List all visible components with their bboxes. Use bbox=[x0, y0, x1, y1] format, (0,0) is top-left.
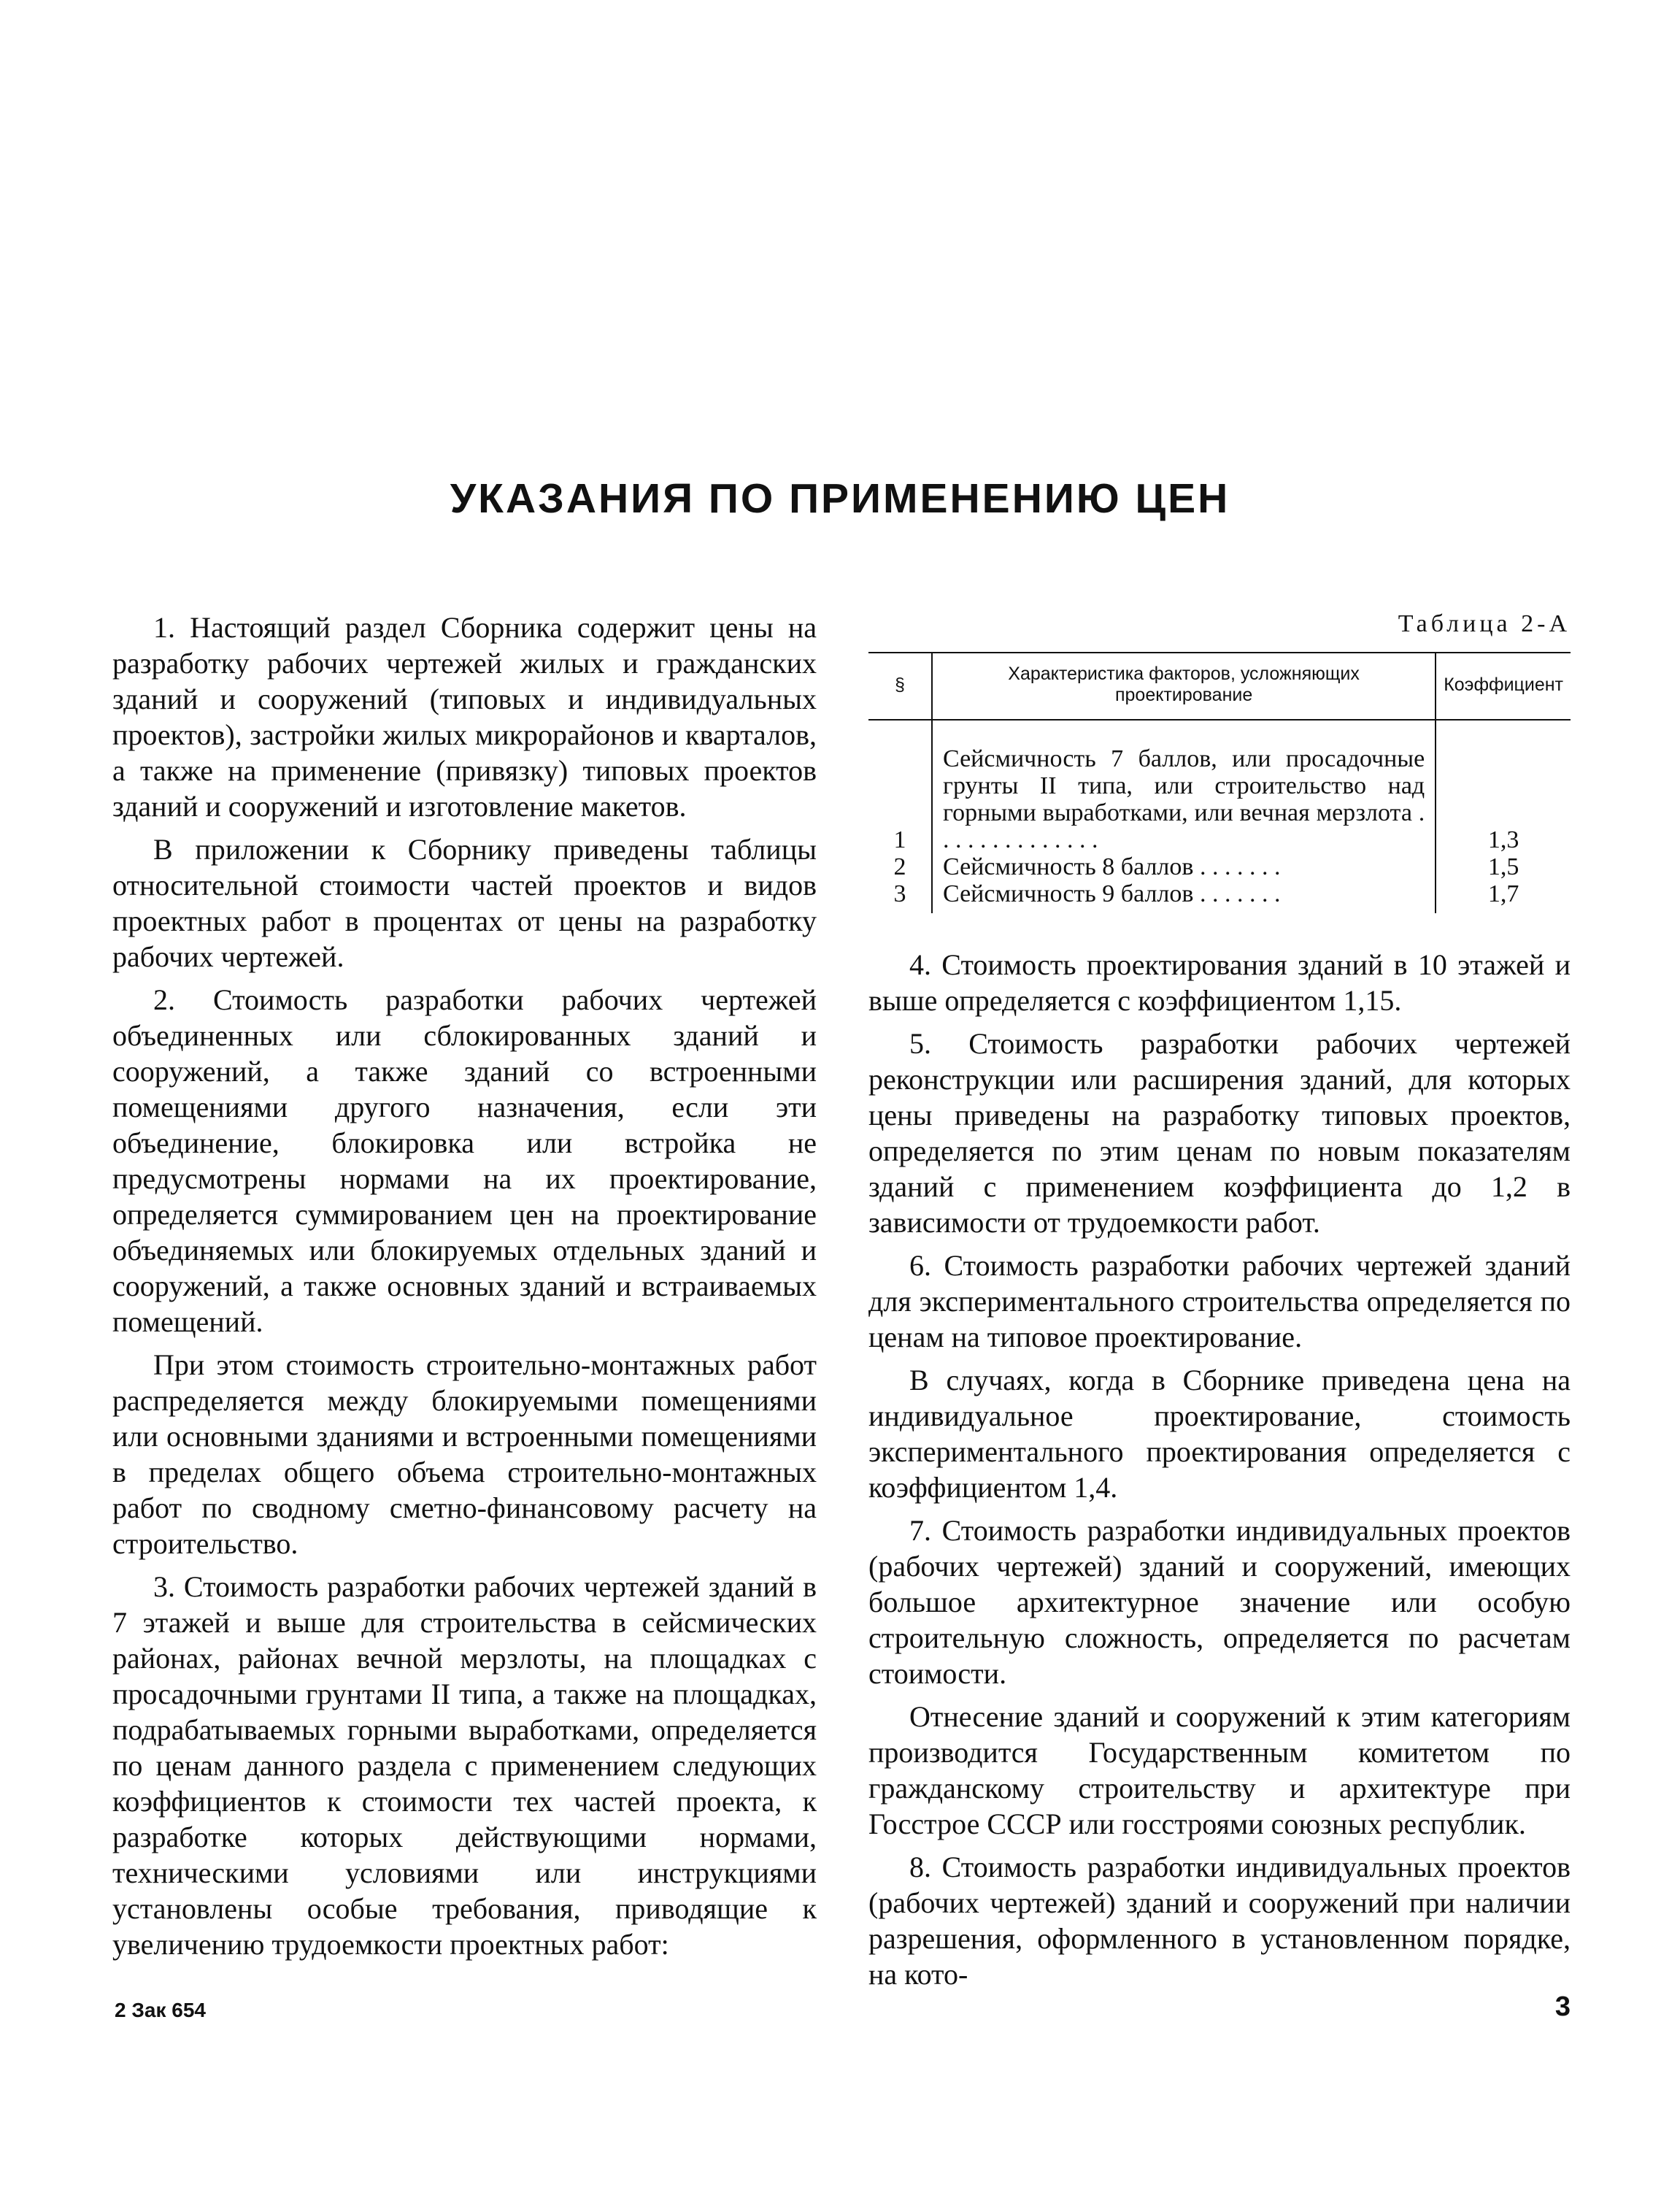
paragraph: 4. Стоимость проектирования зданий в 10 этажей и выше определяется с коэффициентом 1,15. bbox=[868, 948, 1571, 1017]
row-number: 1 bbox=[868, 720, 932, 853]
paragraph: 2. Стоимость разработки рабочих чертежей объединенных или сблокированных зданий и сооружений, а также зданий со встроенными помещениями другого назначения, если эти объединение, блокировка или встройка не предусмотрены нормами на их проектирование, определяется суммированием цен на проектирование объединяемых или блокируемых отдельных зданий и сооружений, а также основных зданий и встраиваемых помещений. bbox=[112, 983, 817, 1338]
page-number: 3 bbox=[1554, 1991, 1571, 2022]
paragraph: 1. Настоящий раздел Сборника содержит цены на разработку рабочих чертежей жилых и гражданских зданий и сооружений (типовых и индивидуальных проектов), застройки жилых микрорайонов и кварталов, а также на применение (привязку) типовых проектов зданий и сооружений и изготовление макетов. bbox=[112, 611, 817, 823]
row-characteristic: Сейсмичность 9 баллов . . . . . . . bbox=[943, 880, 1281, 907]
paragraph: 8. Стоимость разработки индивидуальных проектов (рабочих чертежей) зданий и сооружений при наличии разрешения, оформленного в установленном порядке, на кото- bbox=[868, 1851, 1571, 1991]
table-row bbox=[868, 720, 1571, 853]
paragraph: 3. Стоимость разработки рабочих чертежей зданий в 7 этажей и выше для строительства в сейсмических районах, районах вечной мерзлоты, на площадках с просадочными грунтами II типа, а также на площадках, подрабатываемых горными выработками, определяется по ценам данного раздела с применением следующих коэффициентов к стоимости тех частей проекта, к разработке которых действующими нормами, техническими условиями или инструкциями установлены особые требования, приводящие к увеличению трудоемкости проектных работ: bbox=[112, 1570, 817, 1961]
header-coefficient: Коэффициент bbox=[1436, 653, 1571, 720]
paragraph: 7. Стоимость разработки индивидуальных проектов (рабочих чертежей) зданий и сооружений, имеющих большое архитектурное значение или особую строительную сложность, определяется по расчетам стоимости. bbox=[868, 1514, 1571, 1690]
paragraph: Отнесение зданий и сооружений к этим категориям производится Государственным комитетом по гражданскому строительству и архитектуре при Госстрое СССР или госстроями союзных республик. bbox=[868, 1700, 1571, 1840]
page-title: УКАЗАНИЯ ПО ПРИМЕНЕНИЮ ЦЕН bbox=[450, 475, 1230, 522]
coefficient-table bbox=[868, 652, 1571, 913]
row-number: 3 bbox=[868, 880, 932, 913]
row-coefficient: 1,3 bbox=[1436, 720, 1571, 853]
right-column-text bbox=[868, 947, 1571, 1992]
row-number: 2 bbox=[868, 853, 932, 880]
left-column bbox=[112, 610, 817, 1962]
table-row bbox=[868, 853, 1571, 880]
print-order-note: 2 Зак 654 bbox=[115, 1999, 206, 2021]
paragraph: 5. Стоимость разработки рабочих чертежей реконструкции или расширения зданий, для которых цены приведены на разработку типовых проектов, определяется по этим ценам по новым показателям зданий с применением коэффициента до 1,2 в зависимости от трудоемкости работ. bbox=[868, 1027, 1571, 1239]
coefficient-table-block bbox=[868, 610, 1571, 913]
table-row bbox=[868, 880, 1571, 913]
row-characteristic: Сейсмичность 8 баллов . . . . . . . bbox=[943, 853, 1281, 880]
paragraph: 6. Стоимость разработки рабочих чертежей зданий для экспериментального строительства определяется по ценам на типовое проектирование. bbox=[868, 1249, 1571, 1353]
row-coefficient: 1,5 bbox=[1436, 853, 1571, 880]
header-number: § bbox=[868, 653, 932, 720]
row-coefficient: 1,7 bbox=[1436, 880, 1571, 913]
right-column bbox=[868, 610, 1571, 1992]
paragraph: При этом стоимость строительно-монтажных работ распределяется между блокируемыми помещениями или основными зданиями и встроенными помещениями в пределах общего объема строительно-монтажных работ по сводному сметно-финансовому расчету на строительство. bbox=[112, 1348, 817, 1560]
row-characteristic: Сейсмичность 7 баллов, или просадочные грунты II типа, или строительство над горными выработками, или вечная мерзлота . . . . . . . . . . . . . . bbox=[943, 745, 1425, 853]
paragraph: В случаях, когда в Сборнике приведена цена на индивидуальное проектирование, стоимость экспериментального проектирования определяется с коэффициентом 1,4. bbox=[868, 1364, 1571, 1504]
header-characteristic: Характеристика факторов, усложняющих проектирование bbox=[932, 653, 1436, 720]
paragraph: В приложении к Сборнику приведены таблицы относительной стоимости частей проектов и видов проектных работ в процентах от цены на разработку рабочих чертежей. bbox=[112, 833, 817, 973]
table-header-row bbox=[868, 653, 1571, 720]
table-label: Таблица 2-А bbox=[1398, 610, 1571, 637]
